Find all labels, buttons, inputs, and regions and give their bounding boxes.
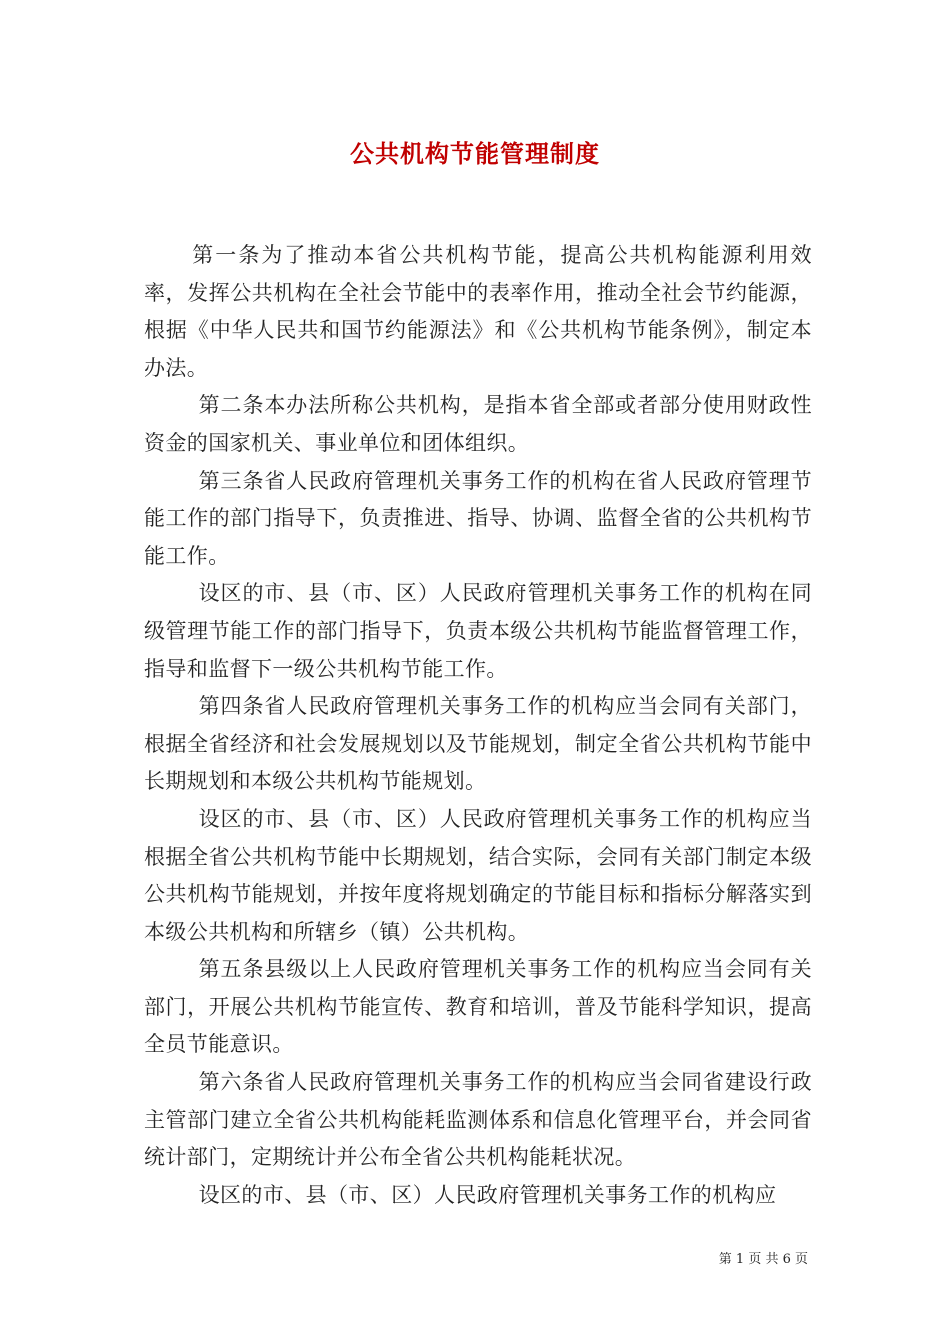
paragraph-article-3: 第三条省人民政府管理机关事务工作的机构在省人民政府管理节能工作的部门指导下，负责推进、指导、协调、监督全省的公共机构节能工作。: [144, 468, 812, 568]
paragraph-article-5: 第五条县级以上人民政府管理机关事务工作的机构应当会同有关部门，开展公共机构节能宣传、教育和培训，普及节能科学知识，提高全员节能意识。: [144, 957, 812, 1057]
document-body: [144, 237, 812, 1214]
paragraph-article-6: 第六条省人民政府管理机关事务工作的机构应当会同省建设行政主管部门建立全省公共机构能耗监测体系和信息化管理平台，并会同省统计部门，定期统计并公布全省公共机构能耗状况。: [144, 1070, 812, 1170]
page-number-footer: 第 1 页 共 6 页: [718, 1252, 808, 1267]
paragraph-article-2: 第二条本办法所称公共机构，是指本省全部或者部分使用财政性资金的国家机关、事业单位和团体组织。: [144, 393, 812, 455]
document-title: 公共机构节能管理制度: [350, 139, 600, 168]
paragraph-article-4-sub: 设区的市、县（市、区）人民政府管理机关事务工作的机构应当根据全省公共机构节能中长期规划，结合实际，会同有关部门制定本级公共机构节能规划，并按年度将规划确定的节能目标和指标分解落实到本级公共机构和所辖乡（镇）公共机构。: [144, 806, 812, 944]
paragraph-article-3-sub: 设区的市、县（市、区）人民政府管理机关事务工作的机构在同级管理节能工作的部门指导下，负责本级公共机构节能监督管理工作，指导和监督下一级公共机构节能工作。: [144, 581, 812, 681]
paragraph-article-1: 第一条为了推动本省公共机构节能，提高公共机构能源利用效率，发挥公共机构在全社会节能中的表率作用，推动全社会节约能源，根据《中华人民共和国节约能源法》和《公共机构节能条例》，制定本办法。: [144, 243, 812, 380]
paragraph-article-6-sub: 设区的市、县（市、区）人民政府管理机关事务工作的机构应: [198, 1182, 777, 1207]
paragraph-article-4: 第四条省人民政府管理机关事务工作的机构应当会同有关部门，根据全省经济和社会发展规划以及节能规划，制定全省公共机构节能中长期规划和本级公共机构节能规划。: [144, 694, 812, 794]
